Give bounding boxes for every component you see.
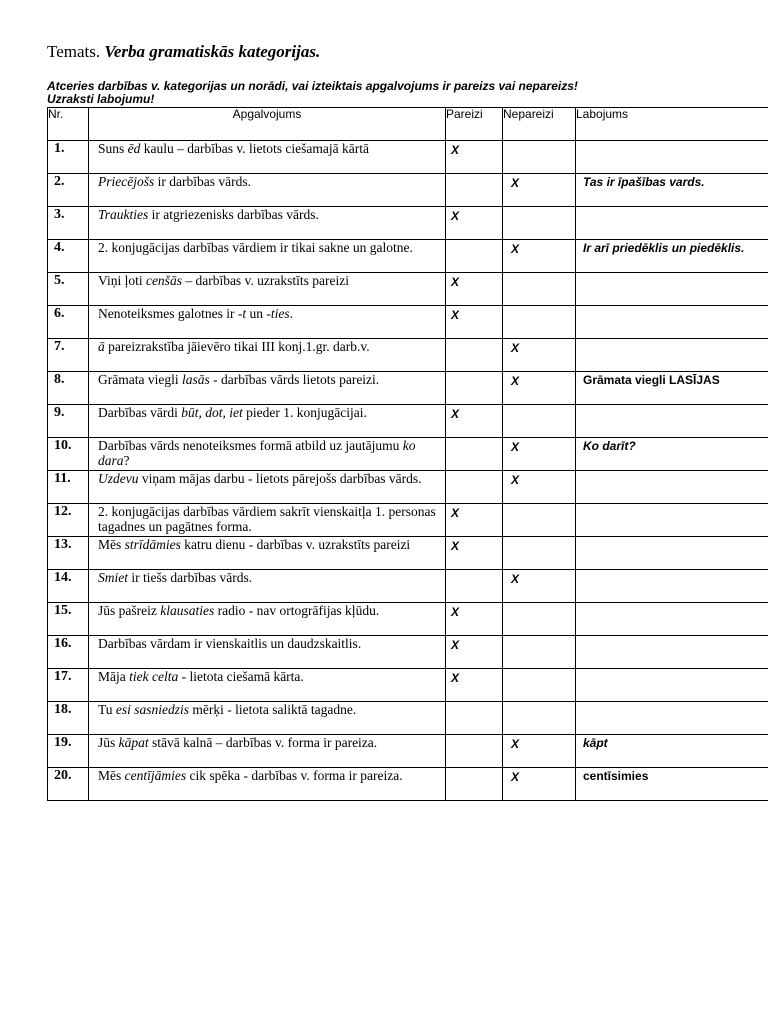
correction-text: [576, 669, 768, 670]
instructions: [47, 80, 747, 106]
row-number: 20.: [54, 768, 72, 783]
statement-part: Viņi ļoti: [98, 273, 146, 288]
statement-text: [89, 273, 445, 291]
statement-part: pareizrakstība jāievēro tikai III konj.1.gr. darb.v.: [104, 339, 370, 354]
incorrect-mark: [503, 504, 575, 506]
row-number-cell: [48, 240, 89, 273]
statement-emphasis: centījāmies: [124, 768, 187, 783]
statement-emphasis: lasās: [181, 372, 210, 387]
table-row: [48, 141, 768, 174]
table-row: [48, 735, 768, 768]
statement-part: Darbības vārdam ir vienskaitlis un daudzskaitlis.: [98, 636, 362, 651]
incorrect-mark: [503, 273, 575, 275]
statement-part: 2. konjugācijas darbības vārdiem sakrīt vienskaitļa 1. personas tagadnes un pagātnes forma.: [98, 504, 436, 534]
row-number: 4.: [54, 240, 65, 255]
correction-text: [576, 273, 768, 274]
statement-cell: [89, 339, 446, 372]
correction-cell: [576, 537, 768, 570]
correct-cell: [446, 339, 503, 372]
row-number-cell: [48, 405, 89, 438]
incorrect-mark: X: [511, 242, 520, 256]
statement-cell: [89, 207, 446, 240]
correct-cell: [446, 306, 503, 339]
statement-cell: [89, 372, 446, 405]
row-number: 9.: [54, 405, 65, 420]
correction-cell: [576, 504, 768, 537]
correct-mark: X: [451, 209, 460, 223]
statement-text: [89, 702, 445, 720]
correct-mark: X: [451, 506, 460, 520]
statement-part: mērķi - lietota saliktā tagadne.: [189, 702, 357, 717]
statement-cell: [89, 636, 446, 669]
statement-part: Grāmata viegli: [98, 372, 182, 387]
correction-cell: [576, 207, 768, 240]
table-row: [48, 537, 768, 570]
statement-emphasis: kāpat: [118, 735, 149, 750]
statement-text: [89, 372, 445, 390]
statement-text: [89, 174, 445, 192]
correct-mark: [446, 735, 502, 737]
statement-part: Jūs: [98, 735, 119, 750]
incorrect-mark: X: [511, 341, 520, 355]
correct-mark: [446, 768, 502, 770]
statement-emphasis: klausaties: [160, 603, 215, 618]
statement-text: [89, 636, 445, 654]
statement-cell: [89, 405, 446, 438]
incorrect-cell: [503, 438, 576, 471]
statement-cell: [89, 768, 446, 801]
statement-part: Mēs: [98, 537, 125, 552]
statement-part: 2. konjugācijas darbības vārdiem ir tikai sakne un galotne.: [98, 240, 413, 255]
statement-part: Suns: [98, 141, 128, 156]
table-row: [48, 603, 768, 636]
statement-cell: [89, 438, 446, 471]
statement-part: ir darbības vārds.: [154, 174, 251, 189]
statement-emphasis: Smiet: [98, 570, 128, 585]
statement-part: Mēs: [98, 768, 125, 783]
correction-text: [576, 537, 768, 538]
table-row: [48, 768, 768, 801]
row-number: 12.: [54, 504, 72, 519]
row-number-cell: [48, 537, 89, 570]
header-incorrect: Nepareizi: [503, 108, 576, 141]
correction-cell: [576, 273, 768, 306]
instructions-line-1: Atceries darbības v. kategorijas un norādi, vai izteiktais apgalvojums ir pareizs vai nepareizs!: [47, 79, 578, 93]
correction-text: Ko darīt?: [583, 439, 636, 453]
row-number: 13.: [54, 537, 72, 552]
statement-text: [89, 504, 445, 534]
header-statement: Apgalvojums: [89, 108, 446, 141]
statement-cell: [89, 306, 446, 339]
statement-cell: [89, 273, 446, 306]
correct-mark: X: [451, 671, 460, 685]
incorrect-mark: [503, 603, 575, 605]
statement-emphasis: tiek celta: [129, 669, 179, 684]
incorrect-mark: [503, 669, 575, 671]
correct-cell: [446, 273, 503, 306]
correction-cell: [576, 669, 768, 702]
row-number: 10.: [54, 438, 72, 453]
header-nr: Nr.: [48, 108, 89, 141]
row-number-cell: [48, 372, 89, 405]
incorrect-cell: [503, 273, 576, 306]
correction-cell: [576, 405, 768, 438]
correction-cell: [576, 603, 768, 636]
table-row: [48, 405, 768, 438]
correct-cell: [446, 174, 503, 207]
row-number: 7.: [54, 339, 65, 354]
correction-cell: [576, 768, 768, 801]
statement-part: - lietota ciešamā kārta.: [178, 669, 304, 684]
table-row: [48, 636, 768, 669]
statement-cell: [89, 570, 446, 603]
table-row: [48, 570, 768, 603]
correct-mark: X: [451, 143, 460, 157]
correction-text: [576, 207, 768, 208]
correct-cell: [446, 768, 503, 801]
correction-cell: [576, 174, 768, 207]
row-number-cell: [48, 174, 89, 207]
correct-cell: [446, 504, 503, 537]
header-correct: Pareizi: [446, 108, 503, 141]
incorrect-cell: [503, 141, 576, 174]
correct-mark: X: [451, 275, 460, 289]
correct-mark: [446, 471, 502, 473]
correction-cell: [576, 438, 768, 471]
incorrect-cell: [503, 603, 576, 636]
row-number-cell: [48, 273, 89, 306]
row-number-cell: [48, 768, 89, 801]
correction-text: [576, 570, 768, 571]
incorrect-cell: [503, 372, 576, 405]
row-number: 1.: [54, 141, 65, 156]
correction-text: [576, 603, 768, 604]
statement-part: - darbības vārds lietots pareizi.: [209, 372, 380, 387]
row-number-cell: [48, 438, 89, 471]
incorrect-mark: [503, 405, 575, 407]
table-row: [48, 438, 768, 471]
incorrect-mark: [503, 702, 575, 704]
correct-mark: X: [451, 539, 460, 553]
row-number-cell: [48, 570, 89, 603]
incorrect-cell: [503, 570, 576, 603]
incorrect-cell: [503, 240, 576, 273]
correction-text: [576, 636, 768, 637]
correct-cell: [446, 735, 503, 768]
statement-part: kaulu – darbības v. lietots ciešamajā kārtā: [140, 141, 369, 156]
correct-mark: [446, 372, 502, 374]
incorrect-mark: [503, 537, 575, 539]
row-number-cell: [48, 735, 89, 768]
statement-emphasis: esi sasniedzis: [115, 702, 190, 717]
table-row: [48, 669, 768, 702]
correct-mark: [446, 339, 502, 341]
statement-text: [89, 207, 445, 225]
incorrect-cell: [503, 174, 576, 207]
correction-cell: [576, 339, 768, 372]
statement-part: Tu: [98, 702, 116, 717]
incorrect-mark: X: [511, 440, 520, 454]
incorrect-cell: [503, 702, 576, 735]
row-number: 2.: [54, 174, 65, 189]
statement-cell: [89, 669, 446, 702]
table-row: [48, 339, 768, 372]
statement-part: Darbības vārdi: [98, 405, 182, 420]
correction-text: [576, 702, 768, 703]
statement-text: [89, 768, 445, 783]
table-row: [48, 207, 768, 240]
statement-text: [89, 669, 445, 687]
statement-part: katru dienu - darbības v. uzrakstīts pareizi: [180, 537, 411, 552]
row-number: 6.: [54, 306, 65, 321]
correction-cell: [576, 471, 768, 504]
statement-emphasis: Priecējošs: [98, 174, 155, 189]
statement-text: [89, 240, 445, 255]
table-body: [48, 141, 768, 801]
row-number-cell: [48, 339, 89, 372]
correction-cell: [576, 636, 768, 669]
statement-text: [89, 570, 445, 588]
correct-cell: [446, 537, 503, 570]
correction-cell: [576, 702, 768, 735]
incorrect-mark: X: [511, 473, 520, 487]
correction-text: [576, 471, 768, 472]
correct-mark: [446, 570, 502, 572]
statement-cell: [89, 240, 446, 273]
correction-text: Tas ir īpašības vards.: [583, 175, 705, 189]
row-number: 8.: [54, 372, 65, 387]
correct-cell: [446, 570, 503, 603]
statement-part: Jūs pašreiz: [98, 603, 161, 618]
statement-cell: [89, 603, 446, 636]
statement-text: [89, 735, 445, 753]
correct-cell: [446, 207, 503, 240]
correction-text: kāpt: [583, 736, 608, 750]
correct-mark: X: [451, 605, 460, 619]
statement-part: ir tiešs darbības vārds.: [128, 570, 253, 585]
instructions-line-2: Uzraksti labojumu!: [47, 92, 155, 106]
correction-text: Grāmata viegli LASĪJAS: [583, 373, 720, 387]
statement-part: ?: [123, 453, 130, 468]
statement-text: [89, 141, 445, 159]
statement-text: [89, 405, 445, 423]
correct-mark: X: [451, 308, 460, 322]
correction-cell: [576, 372, 768, 405]
statement-cell: [89, 735, 446, 768]
statement-emphasis: Traukties: [98, 207, 149, 222]
statement-part: .: [289, 306, 293, 321]
row-number: 18.: [54, 702, 72, 717]
correction-text: [576, 504, 768, 505]
incorrect-cell: [503, 669, 576, 702]
statement-part: un: [246, 306, 267, 321]
page-title: [47, 42, 320, 62]
row-number: 3.: [54, 207, 65, 222]
row-number: 14.: [54, 570, 72, 585]
correct-mark: X: [451, 638, 460, 652]
correct-mark: [446, 174, 502, 176]
correct-cell: [446, 405, 503, 438]
incorrect-cell: [503, 471, 576, 504]
statement-cell: [89, 702, 446, 735]
incorrect-cell: [503, 405, 576, 438]
statement-text: [89, 537, 445, 552]
statement-emphasis: ā: [98, 339, 105, 354]
row-number: 15.: [54, 603, 72, 618]
table-row: [48, 273, 768, 306]
correction-text: [576, 141, 768, 142]
statement-emphasis: -t: [237, 306, 247, 321]
incorrect-mark: X: [511, 737, 520, 751]
incorrect-mark: [503, 207, 575, 209]
correct-cell: [446, 636, 503, 669]
statement-part: – darbības v. uzrakstīts pareizi: [181, 273, 350, 288]
correct-mark: [446, 438, 502, 440]
correct-cell: [446, 240, 503, 273]
title-prefix: Temats.: [47, 42, 101, 61]
correction-cell: [576, 306, 768, 339]
statement-emphasis: cenšās: [145, 273, 182, 288]
row-number: 16.: [54, 636, 72, 651]
statement-emphasis: Uzdevu: [98, 471, 139, 486]
statement-part: cik spēka - darbības v. forma ir pareiza.: [186, 768, 403, 783]
statement-cell: [89, 504, 446, 537]
row-number-cell: [48, 141, 89, 174]
correct-cell: [446, 471, 503, 504]
correction-cell: [576, 240, 768, 273]
correct-cell: [446, 669, 503, 702]
incorrect-cell: [503, 207, 576, 240]
statements-table: [47, 107, 768, 801]
table-row: [48, 174, 768, 207]
incorrect-mark: X: [511, 572, 520, 586]
correction-cell: [576, 735, 768, 768]
correct-cell: [446, 603, 503, 636]
correction-text: [576, 405, 768, 406]
incorrect-mark: X: [511, 770, 520, 784]
correct-cell: [446, 438, 503, 471]
statement-cell: [89, 141, 446, 174]
table-row: [48, 471, 768, 504]
table-row: [48, 306, 768, 339]
correct-mark: X: [451, 407, 460, 421]
table-row: [48, 702, 768, 735]
correct-mark: [446, 240, 502, 242]
correction-text: centīsimies: [583, 769, 649, 783]
incorrect-mark: [503, 636, 575, 638]
row-number-cell: [48, 702, 89, 735]
incorrect-mark: X: [511, 374, 520, 388]
table-row: [48, 504, 768, 537]
row-number-cell: [48, 471, 89, 504]
incorrect-cell: [503, 339, 576, 372]
incorrect-mark: X: [511, 176, 520, 190]
incorrect-cell: [503, 504, 576, 537]
row-number: 19.: [54, 735, 72, 750]
correct-mark: [446, 702, 502, 704]
statement-part: stāvā kalnā – darbības v. forma ir pareiza.: [148, 735, 378, 750]
statement-part: Darbības vārds nenoteiksmes formā atbild uz jautājumu: [98, 438, 403, 453]
row-number: 17.: [54, 669, 72, 684]
statement-emphasis: ko dara: [98, 438, 416, 468]
row-number: 5.: [54, 273, 65, 288]
statement-text: [89, 306, 445, 324]
statement-emphasis: būt, dot, iet: [181, 405, 243, 420]
title-topic: Verba gramatiskās kategorijas.: [104, 42, 321, 61]
statement-part: Nenoteiksmes galotnes ir: [98, 306, 238, 321]
correct-cell: [446, 372, 503, 405]
correction-text: [576, 306, 768, 307]
correction-cell: [576, 570, 768, 603]
statement-part: viņam mājas darbu - lietots pārejošs darbības vārds.: [138, 471, 422, 486]
row-number-cell: [48, 207, 89, 240]
statement-part: Māja: [98, 669, 130, 684]
table-row: [48, 240, 768, 273]
statement-text: [89, 339, 445, 357]
statement-part: pieder 1. konjugācijai.: [242, 405, 367, 420]
incorrect-mark: [503, 141, 575, 143]
row-number: 11.: [54, 471, 71, 486]
header-correction: Labojums: [576, 108, 768, 141]
statement-emphasis: -ties: [266, 306, 290, 321]
statement-part: radio - nav ortogrāfijas kļūdu.: [214, 603, 380, 618]
statement-text: [89, 471, 445, 486]
statement-cell: [89, 537, 446, 570]
row-number-cell: [48, 504, 89, 537]
incorrect-cell: [503, 306, 576, 339]
row-number-cell: [48, 669, 89, 702]
incorrect-cell: [503, 537, 576, 570]
correction-cell: [576, 141, 768, 174]
statement-cell: [89, 471, 446, 504]
row-number-cell: [48, 636, 89, 669]
table-header-row: [48, 108, 768, 141]
statement-emphasis: ēd: [127, 141, 141, 156]
statement-text: [89, 603, 445, 621]
incorrect-cell: [503, 735, 576, 768]
correction-text: [576, 339, 768, 340]
row-number-cell: [48, 306, 89, 339]
correct-cell: [446, 702, 503, 735]
correction-text: Ir arī priedēklis un piedēklis.: [583, 241, 745, 255]
correct-cell: [446, 141, 503, 174]
incorrect-mark: [503, 306, 575, 308]
statement-text: [89, 438, 445, 468]
row-number-cell: [48, 603, 89, 636]
statement-cell: [89, 174, 446, 207]
statement-part: ir atgriezenisks darbības vārds.: [148, 207, 319, 222]
incorrect-cell: [503, 768, 576, 801]
statement-emphasis: strīdāmies: [124, 537, 181, 552]
table-row: [48, 372, 768, 405]
incorrect-cell: [503, 636, 576, 669]
